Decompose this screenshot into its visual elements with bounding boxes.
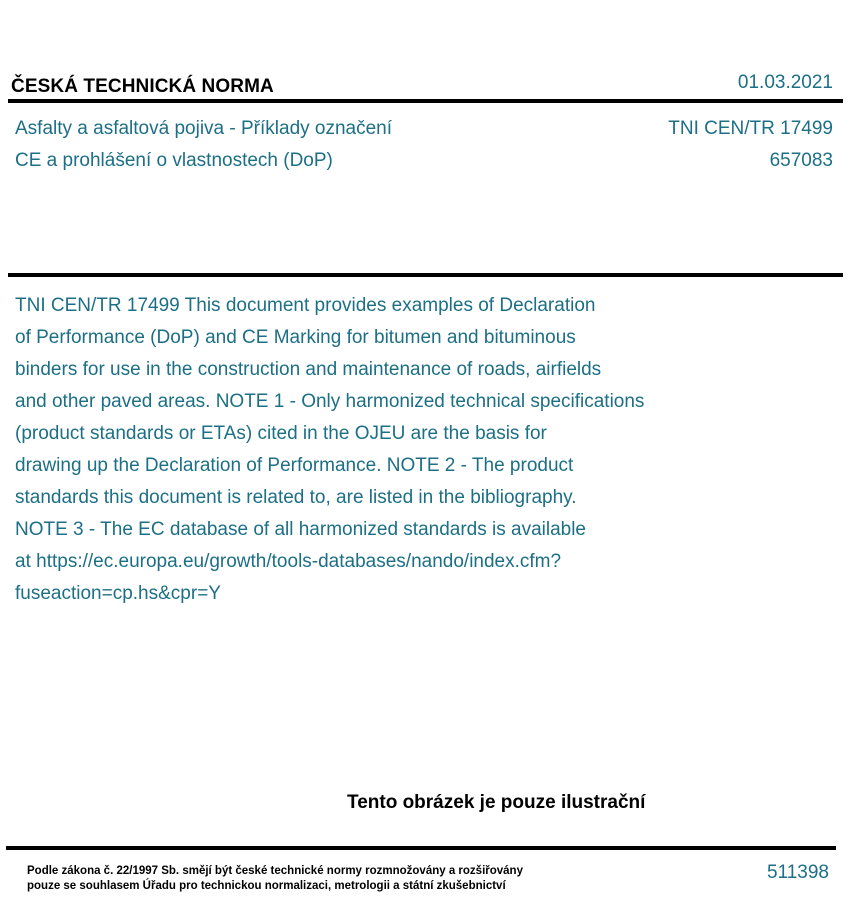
top-divider [8,99,843,103]
document-designation: TNI CEN/TR 17499 [668,118,833,139]
abstract-text: TNI CEN/TR 17499 This document provides examples of Declaration of Performance (DoP) and CE Marking for bitumen and bituminous binders for use in the construction and maintenance of roads, airfields and other paved areas. NOTE 1 - Only harmonized technical specifications (product standards or ETAs) cited in the OJEU are the basis for drawing up the Declaration of Performance. NOTE 2 - The product standards this document is related to, are listed in the bibliography. NOTE 3 - The EC database of all harmonized standards is available at https://ec.europa.eu/growth/tools-databases/nando/index.cfm? fuseaction=cp.hs&cpr=Y [15,295,645,604]
middle-divider [8,273,843,277]
catalog-number: 657083 [769,150,833,171]
document-title-line-2: CE a prohlášení o vlastnostech (DoP) [15,150,333,171]
document-title-line-1: Asfalty a asfaltová pojiva - Příklady označení [15,118,393,139]
issue-date: 01.03.2021 [737,72,833,93]
bottom-divider [6,846,836,850]
illustration-note: Tento obrázek je pouze ilustrační [347,792,646,813]
legal-note: Podle zákona č. 22/1997 Sb. smějí být české technické normy rozmnožovány a rozšiřovány pouze se souhlasem Úřadu pro technickou normalizaci, metrologii a státní zkušebnictví [27,865,523,892]
norm-title: ČESKÁ TECHNICKÁ NORMA [11,76,274,97]
footer-number: 511398 [767,862,829,883]
